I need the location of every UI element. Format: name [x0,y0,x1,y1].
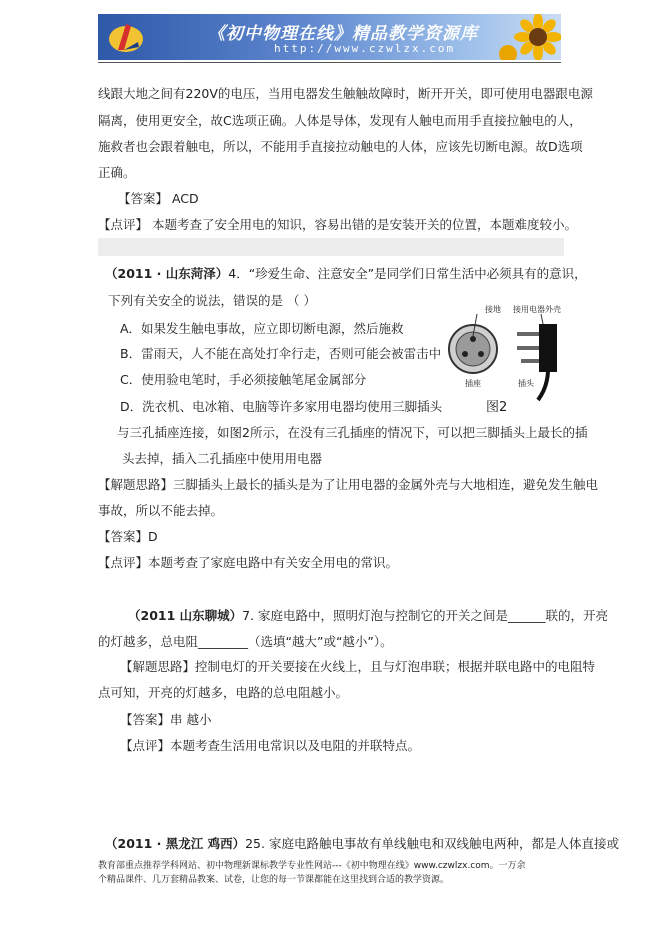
q25-source: （2011 · 黑龙江 鸡西） [105,836,246,851]
q4-option-d: D．洗衣机、电冰箱、电脑等许多家用电器均使用三脚插头 [120,399,443,414]
q4-comment: 【点评】本题考查了家庭电路中有关安全用电的常识。 [98,555,399,570]
header-url[interactable]: http://www.czwlzx.com [274,42,456,55]
figure-label-ground: 接地 [485,305,501,314]
q7-solution-line-2: 点可知，开亮的灯越多，电路的总电阻越小。 [98,685,349,700]
prev-comment: 【点评】 本题考查了安全用电的知识，容易出错的是安装开关的位置，本题难度较小。 [98,217,577,232]
site-logo-icon [106,18,146,56]
header-rule [98,62,561,63]
figure-label-socket: 插座 [465,379,481,388]
q4-stem-text: 4．“珍爱生命、注意安全”是同学们日常生活中必须具有的意识， [228,266,587,281]
q7-stem-text: 7. 家庭电路中，照明灯泡与控制它的开关之间是______联的，开亮 [242,608,609,623]
header-title: 《初中物理在线》精品教学资源库 [208,24,478,44]
q7-answer: 【答案】串 越小 [120,712,212,727]
q4-option-d-line-2: 与三孔插座连接，如图2所示，在没有三孔插座的情况下，可以把三脚插头上最长的插 [117,425,588,440]
q7-stem-line-2: 的灯越多，总电阻________（选填“越大”或“越小”）。 [98,634,393,649]
q4-stem-line-1 [105,266,587,282]
figure-label-case: 接用电器外壳 [513,305,561,314]
figure-label-plug: 插头 [518,379,534,388]
figure-caption: 图2 [486,400,508,415]
figure-socket-plug [443,296,573,408]
q25-stem-line-1 [105,836,619,852]
prev-text-line-2: 隔离，使用更安全，故C选项正确。人体是导体，发现有人触电而用手直接拉触电的人， [98,113,582,128]
q4-solution-line-2: 事故，所以不能去掉。 [98,503,224,518]
prev-text-line-1: 线跟大地之间有220V的电压，当用电器发生触触故障时，断开开关，即可使用电器跟电源 [98,86,593,101]
q4-option-c: C．使用验电笔时，手必须接触笔尾金属部分 [120,372,367,387]
separator-band [98,238,564,256]
q4-answer: 【答案】D [98,529,158,544]
q4-source: （2011 · 山东菏泽） [105,266,229,281]
q4-option-b: B．雷雨天，人不能在高处打伞行走，否则可能会被雷击中 [120,346,442,361]
q4-stem-line-2: 下列有关安全的说法，错误的是 （ ） [108,293,316,308]
prev-text-line-3: 施救者也会跟着触电，所以，不能用手直接拉动触电的人体，应该先切断电源。故D选项 [98,139,583,154]
q7-source: （2011 山东聊城） [128,608,243,623]
socket-drawing [449,314,497,373]
q4-solution-line-1: 【解题思路】三脚插头上最长的插头是为了让用电器的金属外壳与大地相连，避免发生触电 [98,477,599,492]
prev-answer: 【答案】 ACD [118,191,199,206]
q7-stem-line-1 [128,608,608,624]
sunflower-icon [498,14,561,60]
q7-comment: 【点评】本题考查生活用电常识以及电阻的并联特点。 [120,738,421,753]
q4-option-d-line-3: 头去掉，插入二孔插座中使用用电器 [122,451,323,466]
q25-stem-text: 25. 家庭电路触电事故有单线触电和双线触电两种，都是人体直接或 [245,836,619,851]
footer-line-2: 个精品课件、几万套精品教案、试卷，让您的每一节课都能在这里找到合适的教学资源。 [98,875,450,885]
prev-text-line-4: 正确。 [98,165,136,180]
footer-line-1: 教育部重点推荐学科网站、初中物理新课标教学专业性网站---《初中物理在线》www.czwlzx.com。一万余 [98,861,526,871]
q4-option-a: A．如果发生触电事故，应立即切断电源，然后施救 [120,321,404,336]
q7-solution-line-1: 【解题思路】控制电灯的开关要接在火线上，且与灯泡串联；根据并联电路中的电阻特 [120,659,596,674]
header-banner [98,14,561,60]
